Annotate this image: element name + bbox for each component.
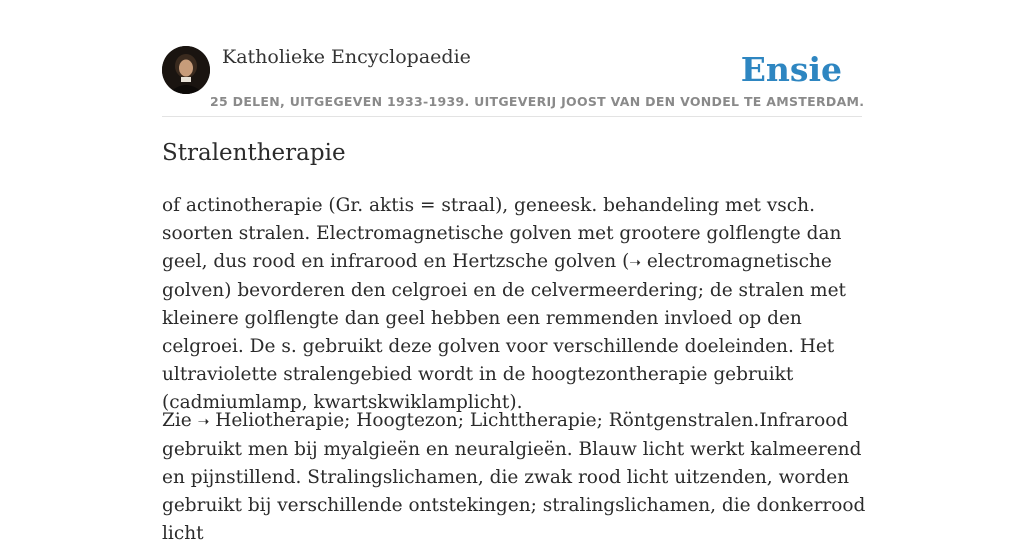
paragraph-text: Zie — [162, 410, 198, 431]
portrait-icon — [162, 46, 210, 94]
paragraph-text: ) bevorderen den celgroei en de celvermeerdering; de stralen met kleinere golflengte dan geel hebben een remmenden invloed op den celgroei. De s. gebruikt deze golven voor verschillende doeleinden. Het ultraviolette stralengebied wordt in de hoogtezontherapie gebruikt (cadmiumlamp, kwartskwiklamplicht). — [162, 280, 846, 413]
article-paragraph-1 — [162, 192, 868, 417]
ensie-logo[interactable]: Ensie — [740, 50, 842, 89]
article-title: Stralentherapie — [162, 140, 346, 166]
page-container — [162, 0, 866, 544]
link-electromagnetische-golven[interactable]: electromagnetische golven — [162, 251, 832, 301]
publication-header — [162, 0, 865, 117]
paragraph-text: of actinotherapie (Gr. aktis = straal), geneesk. behandeling met vsch. soorten stralen. Electromagnetische golven met grootere golflengte dan geel, dus rood en infrarood en Hertzsche golven ( — [162, 195, 842, 272]
see-also-links[interactable]: Heliotherapie; Hoogtezon; Lichttherapie; Röntgenstralen. — [209, 410, 760, 431]
article-paragraph-2 — [162, 407, 868, 548]
arrow-icon: ➝ — [629, 255, 642, 271]
publication-title[interactable]: Katholieke Encyclopaedie — [222, 46, 471, 68]
publication-subtitle: 25 DELEN, UITGEGEVEN 1933-1939. UITGEVERIJ JOOST VAN DEN VONDEL TE AMSTERDAM. — [210, 94, 865, 109]
arrow-icon: ➝ — [197, 414, 210, 430]
publication-avatar[interactable] — [162, 46, 210, 94]
paragraph-text: Infrarood gebruikt men bij myalgieën en neuralgieën. Blauw licht werkt kalmeerend en pijnstillend. Stralingslichamen, die zwak rood licht uitzenden, worden gebruikt bij verschillende ontstekingen; stralingslichamen, die donkerrood licht — [162, 410, 866, 544]
